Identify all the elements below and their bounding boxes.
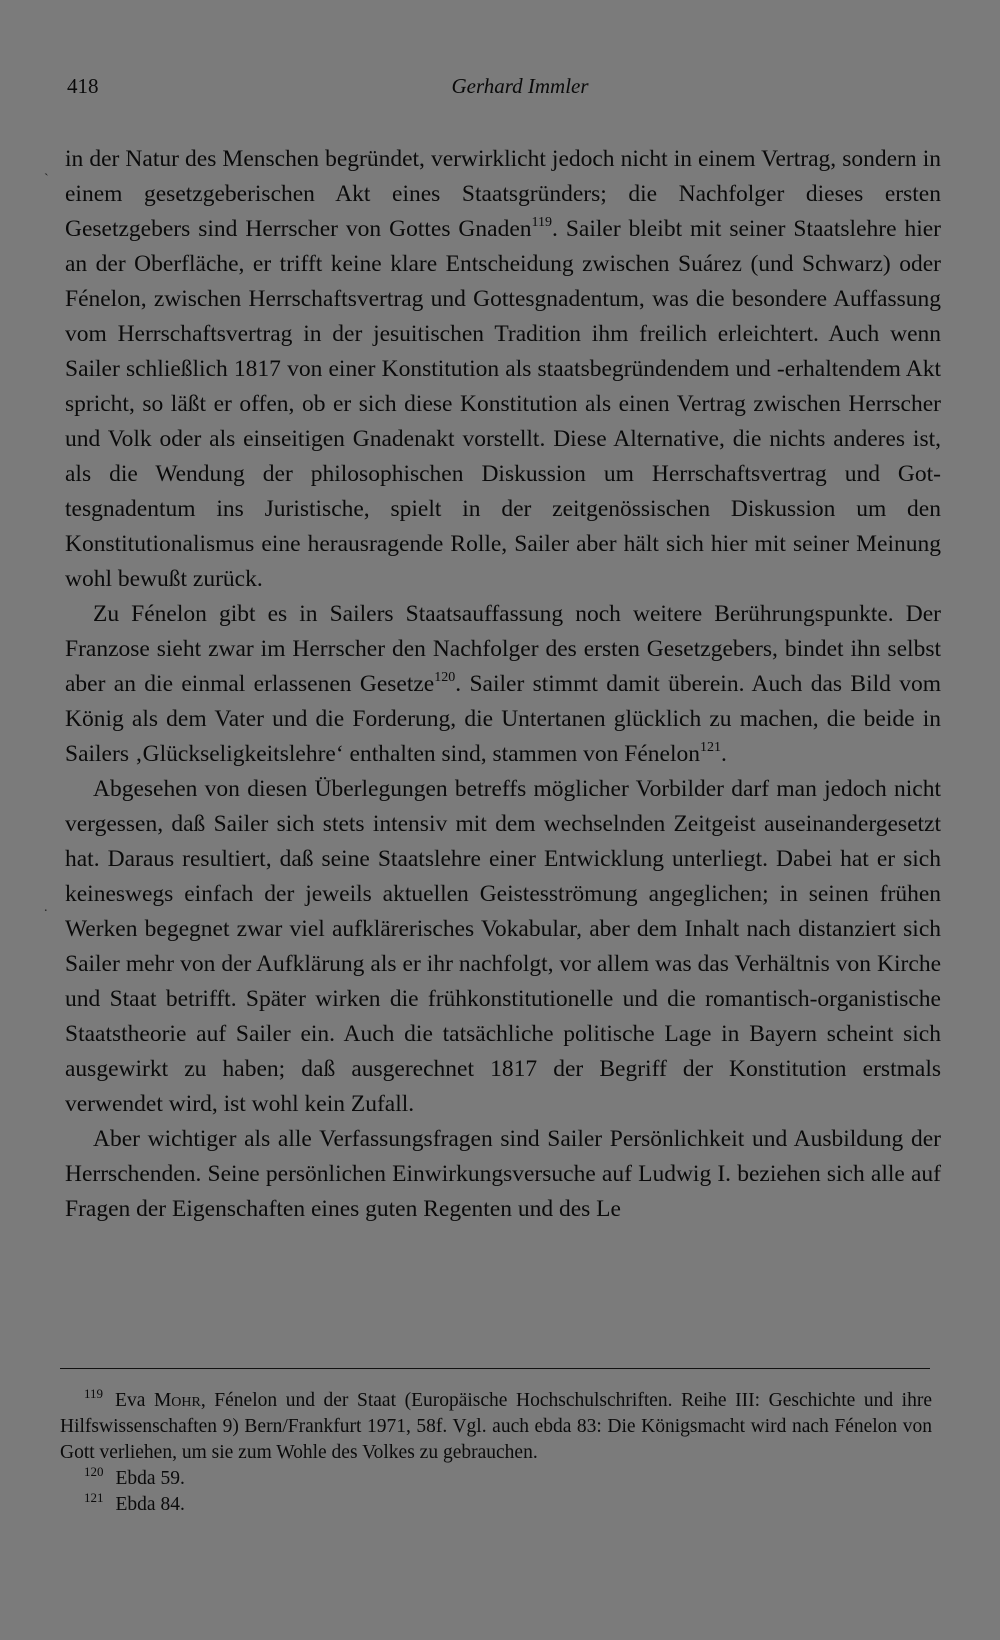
margin-mark: ˋ: [44, 172, 49, 187]
footnote-number: 120: [84, 1464, 104, 1479]
footnote-separator: [60, 1368, 930, 1369]
page-number: 418: [67, 74, 99, 98]
body-text: [65, 142, 941, 1227]
margin-mark: .: [44, 900, 48, 915]
running-head: Gerhard Immler: [451, 74, 589, 98]
footnote-ref: 120: [434, 670, 456, 685]
footnote-ref: 121: [700, 740, 722, 755]
footnote: $^{119}$ Eva Mohr, Fénelon und der Staat (Europäische Hochschulschriften. Reihe III: Geschichte und ihre Hilfswissenschaften 9) Bern/Frankfurt 1971, 58f. Vgl. auch ebda 83: Die Königsmacht wird nach Fénelon von Gott verliehen, um sie zum Wohle des Volkes zu gebrauchen.: [60, 1386, 932, 1463]
author-name: Mohr: [153, 1390, 201, 1411]
paragraph: Zu Fénelon gibt es in Sailers Staatsauffassung noch weitere Berührungspunkte. Der Franzose sieht zwar im Herrscher den Nachfolger des ersten Gesetzgebers, bindet ihn selbst aber an die einmal erlassenen Gesetze$^{120}$. Sailer stimmt damit überein. Auch das Bild vom König als dem Vater und die Forderung, die Untertanen glücklich zu machen, die beide in Sailers ‚Glückseligkeitslehre‘ enthalten sind, stammen von Fénelon$^{121}$.: [65, 601, 942, 767]
footnotes: [60, 1388, 932, 1518]
paragraph: Abgesehen von diesen Überlegungen betreffs möglicher Vorbilder darf man jedoch nicht vergessen, daß Sailer sich stets intensiv mit dem wechselnden Zeitgeist auseinandergesetzt hat. Daraus resultiert, daß seine Staatslehre einer Entwicklung unterliegt. Dabei hat er sich keineswegs einfach der jeweils aktuellen Geistesströmung angeglichen; in seinen frühen Werken begegnet zwar viel aufklärerisches Vokabular, aber dem Inhalt nach distanziert sich Sailer mehr von der Aufklärung als er ihr nachfolgt, vor allem was das Verhältnis von Kirche und Staat betrifft. Später wirken die frühkonstitutionelle und die romantisch-organistische Staatstheorie auf Sailer ein. Auch die tatsächliche politische Lage in Bayern scheint sich ausgewirkt zu haben; daß ausgerechnet 1817 der Begriff der Konstitution erstmals verwendet wird, ist wohl kein Zufall.: [65, 776, 941, 1117]
footnote-number: 121: [84, 1490, 104, 1505]
footnote: $^{121}$ Ebda 84.: [84, 1490, 185, 1515]
page-header: [67, 74, 943, 108]
paragraph: in der Natur des Menschen begründet, verwirklicht jedoch nicht in einem Vertrag, sondern in einem gesetzgeberischen Akt eines Staatsgründers; die Nachfolger dieses ersten Gesetzgebers sind Herrscher von Gottes Gnaden$^{119}$. Sailer bleibt mit seiner Staatslehre hier an der Oberfläche, er trifft keine klare Entscheidung zwischen Suárez (und Schwarz) oder Fénelon, zwischen Herrschaftsvertrag und Gottesgnadentum, was die besondere Auffassung vom Herrschaftsvertrag in der jesuitischen Tradition ihm freilich erleichtert. Auch wenn Sailer schließlich 1817 von einer Konstitution als staatsbegründendem und -erhaltendem Akt spricht, so läßt er offen, ob er sich diese Konstitution als einen Vertrag zwischen Herrscher und Volk oder als einseitigen Gnadenakt vorstellt. Diese Alternative, die nichts anderes ist, als die Wendung der philosophischen Diskussion um Herrschaftsvertrag und Gottesgnadentum ins Juristische, spielt in der zeitgenössischen Diskussion um den Konstitutionalismus eine herausragende Rolle, Sailer aber hält sich hier mit seiner Meinung wohl bewußt zurück.: [65, 146, 941, 592]
paragraph: Aber wichtiger als alle Verfassungsfragen sind Sailer Persönlichkeit und Ausbildung der Herrschenden. Seine persönlichen Einwirkungsversuche auf Ludwig I. beziehen sich alle auf Fragen der Eigenschaften eines guten Regenten und des Le: [65, 1126, 941, 1222]
footnote-ref: 119: [531, 215, 552, 230]
footnote-number: 119: [84, 1386, 104, 1401]
footnote: $^{120}$ Ebda 59.: [84, 1464, 185, 1489]
